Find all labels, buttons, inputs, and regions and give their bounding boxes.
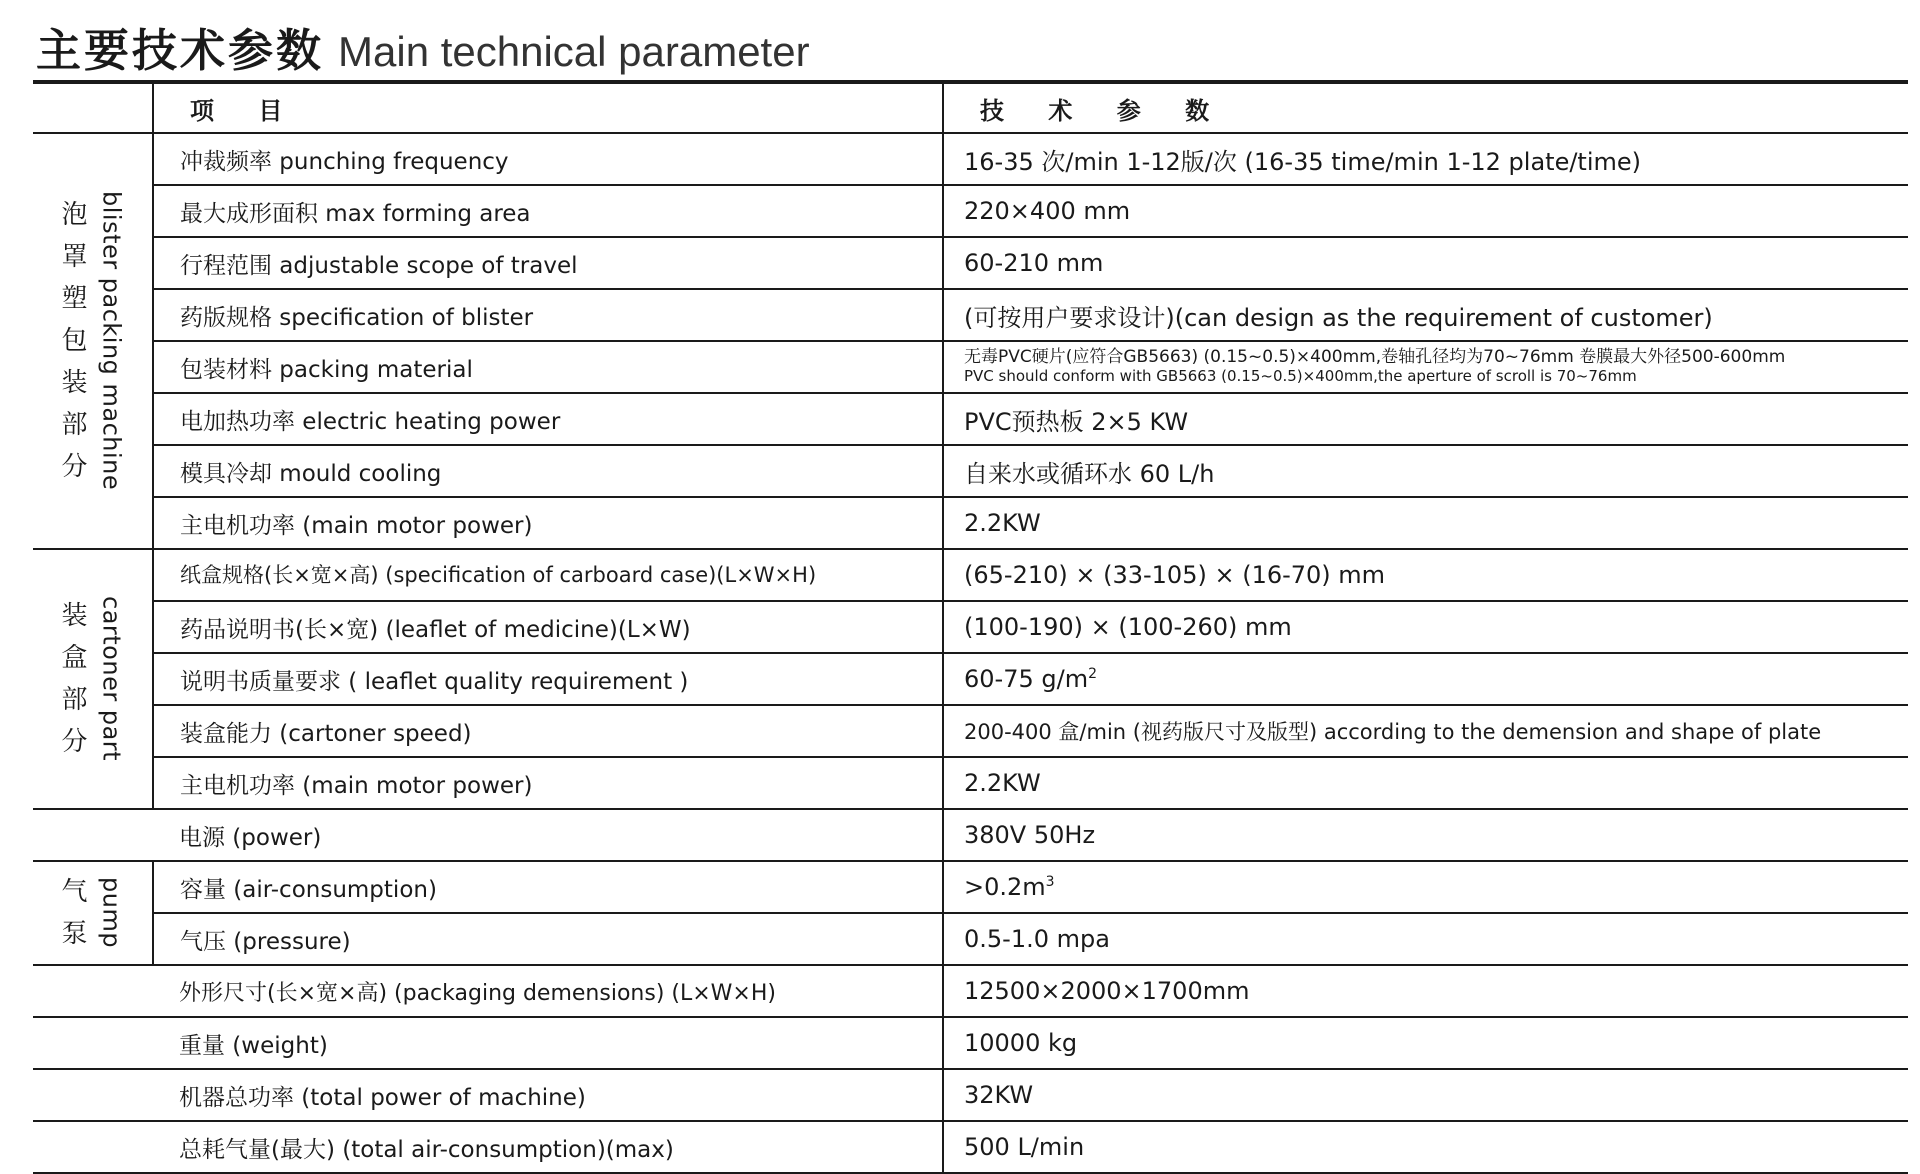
table-row: [33, 653, 1908, 705]
row-value: (65-210) × (33-105) × (16-70) mm: [943, 549, 1908, 601]
table-row: [33, 445, 1908, 497]
row-value: 自来水或循环水 60 L/h: [943, 445, 1908, 497]
table-row: [33, 861, 1908, 913]
row-value: 0.5-1.0 mpa: [943, 913, 1908, 965]
row-value: (可按用户要求设计)(can design as the requirement of customer): [943, 289, 1908, 341]
row-item: [153, 549, 943, 601]
section-cartoner-cn: 装盒部分: [61, 601, 88, 757]
section-empty: [33, 809, 153, 861]
section-pump: [33, 861, 153, 965]
section-empty: [33, 965, 153, 1017]
section-pump-en: pump: [97, 877, 126, 949]
table-row: [33, 549, 1908, 601]
table-row: [33, 809, 1908, 861]
row-value: 2.2KW: [943, 497, 1908, 549]
row-item: 主电机功率 (main motor power): [153, 497, 943, 549]
table-row: [33, 965, 1908, 1017]
row-value: 16-35 次/min 1-12版/次 (16-35 time/min 1-12 plate/time): [943, 133, 1908, 185]
row-item-text: 纸盒规格(长×宽×高) (specification of carboard case)(L×W×H): [180, 563, 817, 587]
header-value: 技 术 参 数: [943, 84, 1908, 133]
table-header: [33, 84, 1908, 133]
row-value: 10000 kg: [943, 1017, 1908, 1069]
row-item: 主电机功率 (main motor power): [153, 757, 943, 809]
row-item: 气压 (pressure): [153, 913, 943, 965]
table-row: [33, 1069, 1908, 1121]
row-item: 电加热功率 electric heating power: [153, 393, 943, 445]
row-item: 容量 (air-consumption): [153, 861, 943, 913]
row-value: [943, 705, 1908, 757]
section-empty: [33, 1069, 153, 1121]
row-item: 药版规格 specification of blister: [153, 289, 943, 341]
table-row: [33, 133, 1908, 185]
row-item: 装盒能力 (cartoner speed): [153, 705, 943, 757]
row-value: 380V 50Hz: [943, 809, 1908, 861]
table-row: [33, 289, 1908, 341]
row-value: 220×400 mm: [943, 185, 1908, 237]
title-cn: 主要技术参数: [36, 24, 325, 77]
section-pump-cn: 气泵: [61, 877, 88, 949]
table-row: [33, 1121, 1908, 1173]
row-item: 药品说明书(长×宽) (leaflet of medicine)(L×W): [153, 601, 943, 653]
table-row: [33, 393, 1908, 445]
row-value: 12500×2000×1700mm: [943, 965, 1908, 1017]
row-value: PVC预热板 2×5 KW: [943, 393, 1908, 445]
table-row: [33, 237, 1908, 289]
row-value: 2.2KW: [943, 757, 1908, 809]
row-value-text: 200-400 盒/min (视药版尺寸及版型) according to the demension and shape of plate: [964, 720, 1822, 744]
row-item: 最大成形面积 max forming area: [153, 185, 943, 237]
superscript: 2: [1088, 666, 1097, 682]
table-row: [33, 497, 1908, 549]
page-title: [36, 14, 810, 77]
row-item: 冲裁频率 punching frequency: [153, 133, 943, 185]
row-item: 模具冷却 mould cooling: [153, 445, 943, 497]
section-blister-en: blister packing machine: [97, 191, 126, 491]
section-empty: [33, 1017, 153, 1069]
header-section-cell: [33, 84, 153, 133]
row-item-text: 外形尺寸(长×宽×高) (packaging demensions) (L×W×H): [179, 980, 776, 1006]
table-row: [33, 341, 1908, 393]
table-row: [33, 185, 1908, 237]
row-item: 电源 (power): [153, 809, 943, 861]
row-value: 32KW: [943, 1069, 1908, 1121]
row-item: 行程范围 adjustable scope of travel: [153, 237, 943, 289]
row-item: [153, 965, 943, 1017]
superscript: 3: [1045, 874, 1055, 890]
row-value: [943, 653, 1908, 705]
section-cartoner: [33, 549, 153, 809]
row-value-line2: PVC should conform with GB5663 (0.15~0.5)×400mm,the aperture of scroll is 70~76mm: [964, 367, 1637, 385]
section-blister-cn: 泡罩塑包装部分: [61, 200, 88, 482]
row-item: 包装材料 packing material: [153, 341, 943, 393]
row-value-text: >0.2m: [964, 873, 1046, 901]
row-item: 机器总功率 (total power of machine): [153, 1069, 943, 1121]
table-row: [33, 705, 1908, 757]
table-row: [33, 601, 1908, 653]
row-value: 60-210 mm: [943, 237, 1908, 289]
header-item: 项 目: [153, 84, 943, 133]
table-row: [33, 913, 1908, 965]
row-item: 说明书质量要求 ( leaflet quality requirement ): [153, 653, 943, 705]
row-value: 500 L/min: [943, 1121, 1908, 1173]
parameter-table: [33, 84, 1908, 1174]
table-row: [33, 757, 1908, 809]
section-empty: [33, 1121, 153, 1173]
row-value: (100-190) × (100-260) mm: [943, 601, 1908, 653]
table-row: [33, 1017, 1908, 1069]
title-en: Main technical parameter: [338, 28, 810, 75]
section-blister: [33, 133, 153, 549]
row-value: [943, 861, 1908, 913]
row-value-line1: 无毒PVC硬片(应符合GB5663) (0.15~0.5)×400mm,卷轴孔径均为70~76mm 卷膜最大外径500-600mm: [964, 347, 1786, 367]
row-item: 总耗气量(最大) (total air-consumption)(max): [153, 1121, 943, 1173]
row-item: 重量 (weight): [153, 1017, 943, 1069]
row-value-text: 60-75 g/m: [964, 665, 1089, 693]
row-value: [943, 341, 1908, 393]
section-cartoner-en: cartoner part: [97, 596, 126, 762]
